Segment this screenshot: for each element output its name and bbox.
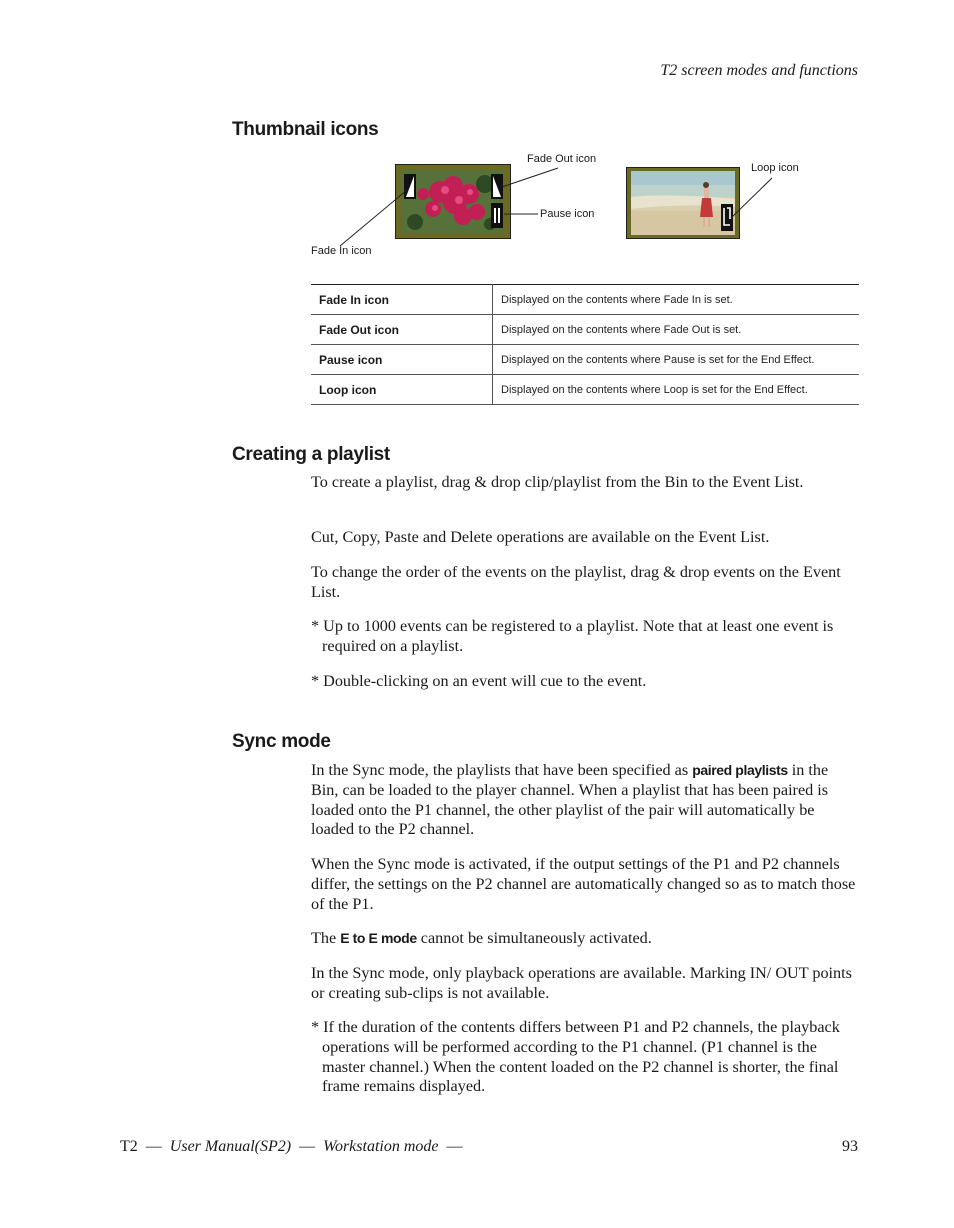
footer-dash: — [145, 1138, 162, 1155]
callout-pause-icon: Pause icon [540, 208, 595, 220]
note: * If the duration of the contents differs between P1 and P2 channels, the playback operations will be performed according to the P1 channel. (P1 channel is the master channel.) When the content loaded on the P2 channel is shorter, the final frame remains displayed. [311, 1018, 840, 1096]
section-heading-sync-mode: Sync mode [232, 731, 331, 752]
callout-fade-in-icon: Fade In icon [311, 245, 372, 257]
icon-definition-table [311, 284, 859, 405]
footer-dash: — [299, 1138, 316, 1155]
table-term: Fade Out icon [311, 315, 493, 345]
table-description: Displayed on the contents where Loop is set for the End Effect. [493, 375, 860, 405]
text: In the Sync mode, the playlists that have been specified as [311, 761, 693, 779]
term-paired-playlists: paired playlists [692, 762, 788, 778]
table-term: Pause icon [311, 345, 493, 375]
table-row [311, 285, 859, 315]
page-number: 93 [842, 1138, 858, 1155]
footer-product: T2 [120, 1138, 138, 1155]
paragraph [311, 929, 859, 949]
note: * Double-clicking on an event will cue to the event. [311, 672, 647, 690]
table-term: Fade In icon [311, 285, 493, 315]
callout-loop-icon: Loop icon [751, 162, 799, 174]
section-heading-creating-playlist: Creating a playlist [232, 444, 390, 465]
paragraph: Cut, Copy, Paste and Delete operations are available on the Event List. [311, 528, 770, 546]
callout-leader-lines [0, 0, 954, 300]
table-term: Loop icon [311, 375, 493, 405]
note: * Up to 1000 events can be registered to a playlist. Note that at least one event is required on a playlist. [311, 617, 834, 655]
paragraph: In the Sync mode, only playback operations are available. Marking IN/ OUT points or creating sub-clips is not available. [311, 964, 852, 1002]
callout-fade-out-icon: Fade Out icon [527, 153, 597, 165]
paragraph: To create a playlist, drag & drop clip/playlist from the Bin to the Event List. [311, 473, 804, 491]
text: cannot be simultaneously activated. [416, 929, 652, 947]
table-description: Displayed on the contents where Fade In is set. [493, 285, 860, 315]
footer-manual: User Manual(SP2) [169, 1138, 292, 1155]
term-e-to-e-mode: E to E mode [340, 930, 417, 946]
footer-dash: — [446, 1138, 463, 1155]
table-description: Displayed on the contents where Pause is set for the End Effect. [493, 345, 860, 375]
footer-running-title [120, 1138, 463, 1156]
running-header: T2 screen modes and functions [660, 62, 858, 79]
table-row [311, 345, 859, 375]
section-heading-thumbnail-icons: Thumbnail icons [232, 119, 379, 140]
paragraph: To change the order of the events on the playlist, drag & drop events on the Event List. [311, 563, 841, 601]
text: The [311, 929, 341, 947]
text: in the Bin, can be loaded to the player channel. When a playlist that has been paired is loaded onto the P1 channel, the other playlist of the pair will automatically be loaded to the P2 channel. [311, 761, 829, 839]
paragraph [311, 761, 859, 840]
paragraph: When the Sync mode is activated, if the output settings of the P1 and P2 channels differ, the settings on the P2 channel are automatically changed so as to match those of the P1. [311, 855, 856, 913]
table-row [311, 315, 859, 345]
table-description: Displayed on the contents where Fade Out is set. [493, 315, 860, 345]
footer-mode: Workstation mode [323, 1138, 439, 1155]
table-row [311, 375, 859, 405]
